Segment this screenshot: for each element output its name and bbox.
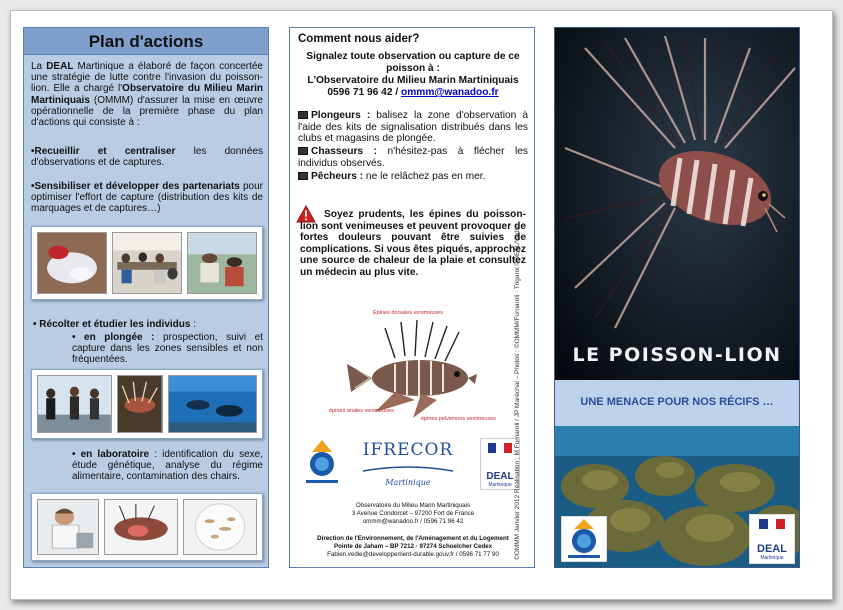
label-dorsal-spines: Épines dorsales venimeuses — [373, 310, 444, 316]
intro-paragraph — [31, 61, 263, 128]
bullet-bold: •Recueillir et centraliser — [31, 146, 176, 157]
bullet-plongee — [72, 332, 263, 366]
signal-contact — [296, 87, 530, 99]
advice-chasseurs — [298, 146, 528, 169]
bullet-text: les données d'observations et de captures. — [31, 146, 263, 169]
cover-title: LE POISSON-LION — [572, 344, 782, 366]
bullet-text: prospection, suivi et capture dans les zones sensibles et non fréquentées. — [72, 332, 263, 366]
lionfish-illustration — [325, 308, 503, 424]
cover-panel — [554, 27, 800, 568]
advice-plongeurs — [298, 110, 528, 145]
advice-text: n'hésitez-pas à flécher les individus observés. — [298, 146, 528, 169]
intro-text: (OMMM) d'assurer la mise en œuvre opérationnelle de la première phase du plan d'actions qui consiste à : — [31, 94, 263, 129]
square-bullet-icon — [298, 147, 308, 155]
deal-wordmark: DEAL — [486, 471, 514, 482]
intro-deal: DEAL — [46, 61, 74, 72]
advice-text: balisez la zone d'observation à l'aide des kits de signalisation distribués dans les clubs et magasins de plongée. — [298, 110, 528, 145]
photo-underwater-divers — [168, 375, 257, 433]
photo-dissected-lionfish — [104, 499, 178, 555]
bullet-bold: •Sensibiliser et développer des partenariats — [31, 181, 240, 192]
address-line: Fabien.vedie@developpement-durable.gouv.fr / 0596 71 77 90 — [327, 551, 499, 558]
bullet-bold: • en laboratoire — [72, 449, 150, 460]
advice-bold: Chasseurs : — [311, 146, 377, 157]
photo-lab-technician — [37, 499, 99, 555]
photo-divers-boat — [37, 375, 112, 433]
bullet-text: pour optimiser l'effort de capture (distribution des kits de marquages et de captures…) — [31, 181, 263, 215]
bullet-bold: • Récolter et étudier les individus — [33, 319, 191, 330]
bullet-bold: • en plongée : — [72, 332, 155, 343]
intro-text: La — [31, 61, 47, 72]
ifrecor-wordmark: IFRECOR — [362, 440, 454, 460]
address-line: ommm@wanadoo.fr / 0596 71 96 42 — [362, 518, 464, 525]
address-line: Observatoire du Milieu Marin Martiniquais — [355, 502, 471, 509]
signal-email-link[interactable]: ommm@wanadoo.fr — [400, 87, 499, 98]
photo-meeting-room — [112, 232, 182, 294]
cover-subtitle: UNE MENACE POUR NOS RÉCIFS … — [580, 396, 774, 408]
bullet-recolter — [33, 319, 196, 330]
photo-stomach-contents — [183, 499, 257, 555]
lionfish-cover-photo — [555, 28, 800, 380]
bullet-recueillir — [31, 146, 263, 168]
cover-deal-wordmark: DEAL — [757, 543, 787, 555]
cover-deal-subtitle: Martinique — [760, 555, 784, 561]
ifrecor-logo — [358, 440, 458, 487]
intro-ommm: Observatoire du Milieu Marin Martiniquais — [31, 83, 263, 106]
signal-phone: 0596 71 96 42 / — [327, 87, 401, 98]
address-line: 3 Avenue Condorcet – 97200 Fort de France — [351, 510, 475, 517]
left-panel-title: Plan d'actions — [24, 28, 268, 55]
address-line: Direction de l'Environnement, de l'Aménagement et du Logement — [317, 535, 509, 542]
square-bullet-icon — [298, 172, 308, 180]
bullet-sensibiliser — [31, 181, 263, 215]
lionfish-anatomy-figure — [325, 308, 503, 424]
address-line: Pointe de Jaham – BP 7212 · 97274 Schoelcher Cedex — [333, 543, 493, 550]
help-heading: Comment nous aider? — [298, 33, 420, 45]
advice-bold: Pêcheurs : — [311, 171, 364, 182]
deal-subtitle: Martinique — [488, 482, 512, 488]
cover-deal-logo — [749, 514, 795, 564]
ifrecor-subtitle: Martinique — [385, 478, 431, 487]
photo-credit-vertical: ©OMMM Janvier 2012 Réalisation : M Furnaroli / JP Maréchal – Photos : ©OMMM/Furnaroli · Trigaroi ©DEAL/Védie — [514, 225, 521, 560]
cover-observatoire-logo — [561, 516, 607, 562]
photo-outdoor-group — [187, 232, 257, 294]
advice-text: ne le relâchez pas en mer. — [363, 171, 486, 182]
photo-strip-diving — [31, 369, 263, 439]
bullet-laboratoire — [72, 449, 263, 483]
signal-organisation: L'Observatoire du Milieu Marin Martiniquais — [307, 75, 519, 86]
venom-warning: Soyez prudents, les épines du poisson-lion sont venimeuses et peuvent provoquer de fortes douleurs pouvant être suivies de complications. Si vous êtes piqués, approchez une source de chaleur de la plaie et consultez un médecin au plus vite. — [300, 209, 526, 278]
intro-text: Martinique a élaboré de façon concertée une stratégie de lutte contre l'invasion du poisson-lion. Elle a chargé l' — [31, 61, 263, 95]
middle-panel — [289, 27, 535, 568]
signal-instruction: Signalez toute observation ou capture de ce poisson à : — [306, 51, 520, 74]
square-bullet-icon — [298, 111, 308, 119]
bullet-text: : identification du sexe, étude génétique, analyse du régime alimentaire, contamination des chairs. — [72, 449, 263, 483]
photo-kit-bags — [37, 232, 107, 294]
ommm-address — [296, 502, 530, 526]
advice-bold: Plongeurs : — [311, 110, 371, 121]
photo-strip-partnerships — [31, 226, 263, 300]
label-anal-spines: épines anales venimeuses — [329, 408, 394, 414]
label-pelvic-spines: épines pelviennes venimeuses — [421, 416, 496, 422]
left-panel — [23, 27, 269, 568]
photo-lionfish-reef — [117, 375, 163, 433]
deal-address — [296, 535, 530, 559]
photo-strip-laboratory — [31, 493, 263, 561]
observatoire-logo — [302, 438, 342, 488]
advice-pecheurs — [298, 171, 528, 183]
bullet-text: : — [190, 319, 196, 330]
